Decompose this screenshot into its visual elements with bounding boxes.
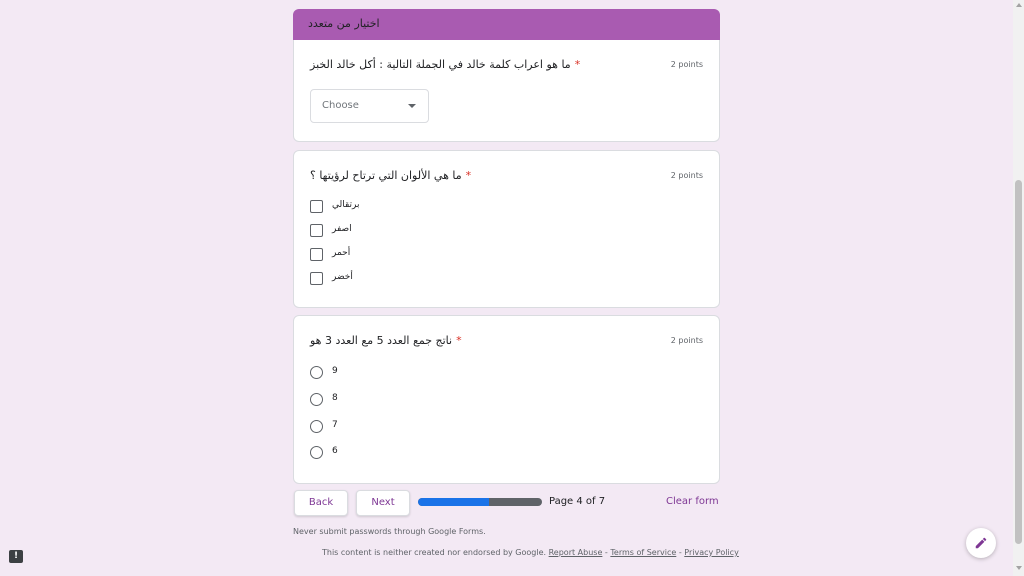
scroll-thumb[interactable] — [1015, 180, 1022, 544]
caret-down-icon — [408, 104, 416, 108]
question-card-3 — [293, 315, 720, 484]
required-mark: * — [456, 334, 462, 347]
report-abuse-link[interactable]: Report Abuse — [548, 548, 603, 557]
back-button[interactable]: Back — [294, 490, 348, 516]
option-label: 6 — [332, 446, 338, 456]
edit-button[interactable] — [966, 528, 996, 558]
option-label: 9 — [332, 366, 338, 376]
question-title — [310, 58, 580, 71]
points-label: 2 points — [670, 336, 703, 345]
disclaimer-text: This content is neither created nor endorsed by Google. — [322, 548, 547, 557]
password-warning: Never submit passwords through Google Forms. — [293, 527, 486, 536]
option-label: اصفر — [332, 224, 352, 234]
question-text: ناتج جمع العدد 5 مع العدد 3 هو — [310, 334, 453, 347]
option-label: 8 — [332, 393, 338, 403]
radio-button[interactable] — [310, 446, 323, 459]
points-label: 2 points — [670, 171, 703, 180]
dropdown-value: Choose — [322, 100, 359, 111]
question-text: ما هو اعراب كلمة خالد في الجملة التالية : أكل خالد الخبز — [310, 58, 571, 71]
pencil-icon — [974, 536, 988, 550]
checkbox[interactable] — [310, 200, 323, 213]
page-indicator: Page 4 of 7 — [549, 496, 606, 507]
scroll-up-arrow-icon[interactable] — [1016, 3, 1022, 7]
question-text: ما هي الألوان التي ترتاح لرؤيتها ؟ — [310, 169, 462, 182]
option-label: أحمر — [332, 248, 351, 258]
question-title — [310, 334, 462, 347]
answer-dropdown[interactable] — [310, 89, 429, 123]
required-mark: * — [574, 58, 581, 71]
question-card-2 — [293, 150, 720, 308]
radio-button[interactable] — [310, 420, 323, 433]
option-label: برتقالي — [332, 200, 360, 210]
radio-button[interactable] — [310, 366, 323, 379]
option-label: أخضر — [332, 272, 353, 282]
scrollbar[interactable] — [1013, 0, 1024, 576]
privacy-link[interactable]: Privacy Policy — [684, 548, 739, 557]
progress-bar — [418, 498, 542, 506]
section-header — [293, 9, 720, 40]
required-mark: * — [465, 169, 472, 182]
progress-fill — [418, 498, 489, 506]
scroll-down-arrow-icon[interactable] — [1016, 566, 1022, 570]
separator: - — [602, 548, 611, 557]
checkbox[interactable] — [310, 272, 323, 285]
question-title — [310, 169, 471, 182]
checkbox[interactable] — [310, 224, 323, 237]
terms-link[interactable]: Terms of Service — [610, 548, 677, 557]
checkbox[interactable] — [310, 248, 323, 261]
question-card-1 — [293, 40, 720, 142]
points-label: 2 points — [670, 60, 703, 69]
option-label: 7 — [332, 420, 338, 430]
clear-form-button[interactable]: Clear form — [666, 496, 719, 507]
radio-button[interactable] — [310, 393, 323, 406]
separator: - — [676, 548, 685, 557]
footer-disclaimer — [322, 548, 739, 557]
section-title: اختيار من متعدد — [308, 17, 380, 30]
feedback-icon[interactable]: ! — [9, 550, 23, 563]
next-button[interactable]: Next — [356, 490, 410, 516]
